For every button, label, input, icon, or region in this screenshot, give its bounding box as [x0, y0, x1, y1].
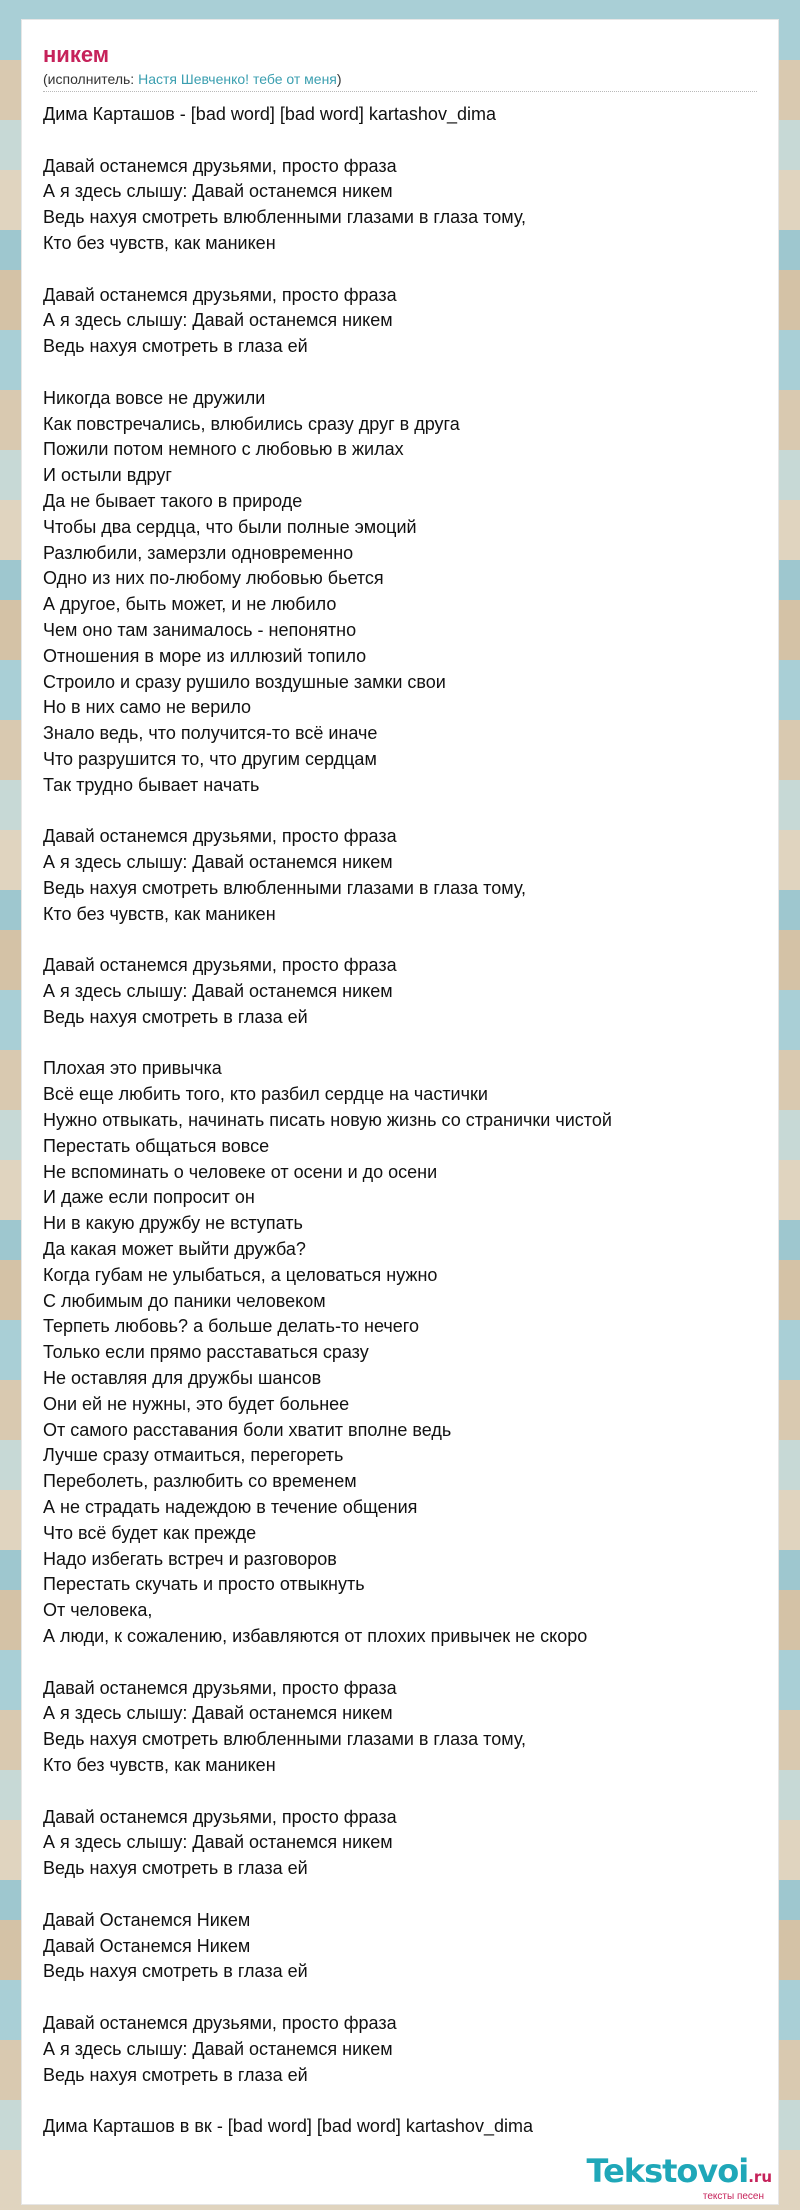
lyric-line: Давай останемся друзьями, просто фраза [43, 1677, 397, 1698]
lyric-line [43, 1779, 758, 1805]
lyric-line: Давай останемся друзьями, просто фраза [43, 1806, 397, 1827]
lyric-line: А я здесь слышу: Давай останемся никем [43, 2038, 393, 2059]
lyric-line: А я здесь слышу: Давай останемся никем [43, 1703, 393, 1724]
song-title: никем [43, 42, 110, 67]
lyric-line: Лучше сразу отмаиться, перегореть [43, 1445, 344, 1466]
lyric-line: Всё еще любить того, кто разбил сердце на частички [43, 1084, 488, 1105]
lyric-line: Что разрушится то, что другим сердцам [43, 748, 377, 769]
divider [43, 91, 757, 92]
lyric-line [43, 1882, 758, 1908]
lyric-line: Ведь нахуя смотреть в глаза ей [43, 336, 308, 357]
lyric-line: Одно из них по-любому любовью бьется [43, 568, 384, 589]
lyric-line [43, 928, 758, 954]
lyric-line: Ведь нахуя смотреть влюбленными глазами в глаза тому, [43, 877, 527, 898]
lyric-line: Да какая может выйти дружба? [43, 1239, 306, 1260]
lyric-line: А я здесь слышу: Давай останемся никем [43, 852, 393, 873]
lyrics-text [43, 102, 758, 2140]
lyric-line [43, 257, 758, 283]
lyric-line: Дима Карташов в вк - [bad word] [bad word] kartashov_dima [43, 2116, 533, 2137]
lyric-line: Нужно отвыкать, начинать писать новую жизнь со странички чистой [43, 1110, 612, 1131]
performer-prefix: (исполнитель: [43, 71, 139, 87]
lyric-line: Давай останемся друзьями, просто фраза [43, 826, 397, 847]
lyric-line: Что всё будет как прежде [43, 1522, 257, 1543]
lyric-line: Плохая это привычка [43, 1058, 222, 1079]
lyric-line: Знало ведь, что получится-то всё иначе [43, 723, 378, 744]
lyric-line: Давай останемся друзьями, просто фраза [43, 284, 397, 305]
lyric-line: Ведь нахуя смотреть в глаза ей [43, 2064, 308, 2085]
lyric-line: Не вспоминать о человеке от осени и до осени [43, 1161, 438, 1182]
lyric-line: Строило и сразу рушило воздушные замки свои [43, 671, 446, 692]
lyric-line: Давай останемся друзьями, просто фраза [43, 2012, 397, 2033]
lyric-line: А другое, быть может, и не любило [43, 594, 337, 615]
lyric-line: Когда губам не улыбаться, а целоваться нужно [43, 1264, 438, 1285]
lyric-line: От человека, [43, 1600, 153, 1621]
lyric-line: Кто без чувств, как маникен [43, 903, 276, 924]
lyric-line [43, 360, 758, 386]
logo-tld: .ru [748, 2168, 772, 2186]
lyric-line: Давай останемся друзьями, просто фраза [43, 955, 397, 976]
lyric-line: Ведь нахуя смотреть в глаза ей [43, 1006, 308, 1027]
lyric-line: Переболеть, разлюбить со временем [43, 1471, 357, 1492]
lyric-line: Чтобы два сердца, что были полные эмоций [43, 516, 417, 537]
lyric-line: Не оставляя для дружбы шансов [43, 1368, 322, 1389]
lyric-line: Отношения в море из иллюзий топило [43, 645, 367, 666]
lyric-line: И остыли вдруг [43, 465, 172, 486]
lyric-line: А я здесь слышу: Давай останемся никем [43, 181, 393, 202]
lyric-line: Перестать общаться вовсе [43, 1135, 270, 1156]
lyric-line [43, 799, 758, 825]
lyric-line: Перестать скучать и просто отвыкнуть [43, 1574, 365, 1595]
lyric-line: И даже если попросит он [43, 1187, 255, 1208]
lyric-line [43, 128, 758, 154]
lyric-line [43, 1985, 758, 2011]
lyric-line: Ведь нахуя смотреть влюбленными глазами в глаза тому, [43, 207, 527, 228]
lyric-line: А я здесь слышу: Давай останемся никем [43, 1832, 393, 1853]
lyric-line: Ведь нахуя смотреть в глаза ей [43, 1961, 308, 1982]
lyric-line [43, 1650, 758, 1676]
lyric-line: Давай Останемся Никем [43, 1935, 251, 1956]
lyric-line: А не страдать надеждою в течение общения [43, 1497, 418, 1518]
lyrics-page [22, 20, 778, 2204]
lyric-line: С любимым до паники человеком [43, 1290, 326, 1311]
lyric-line: Терпеть любовь? а больше делать-то нечего [43, 1316, 419, 1337]
lyric-line: А я здесь слышу: Давай останемся никем [43, 981, 393, 1002]
lyric-line: Кто без чувств, как маникен [43, 232, 276, 253]
logo-tagline: тексты песен [702, 2191, 764, 2202]
logo-brand: Tekstovoi [586, 2152, 749, 2190]
lyric-line: Но в них само не верило [43, 697, 252, 718]
lyric-line: Дима Карташов - [bad word] [bad word] kartashov_dima [43, 104, 496, 124]
lyric-line: Ни в какую дружбу не вступать [43, 1213, 303, 1234]
lyric-line: А люди, к сожалению, избавляются от плохих привычек не скоро [43, 1626, 588, 1647]
lyric-line: Да не бывает такого в природе [43, 490, 303, 511]
lyric-line: Они ей не нужны, это будет больнее [43, 1393, 350, 1414]
lyric-line: Ведь нахуя смотреть в глаза ей [43, 1858, 308, 1879]
site-logo[interactable] [586, 2152, 772, 2192]
lyric-line: Пожили потом немного с любовью в жилах [43, 439, 404, 460]
lyric-line [43, 1031, 758, 1057]
lyric-line: Чем оно там занималось - непонятно [43, 619, 357, 640]
lyric-line: Давай останемся друзьями, просто фраза [43, 155, 397, 176]
performer-suffix: ) [336, 71, 342, 87]
lyric-line: От самого расставания боли хватит вполне ведь [43, 1419, 452, 1440]
lyric-line: Кто без чувств, как маникен [43, 1755, 276, 1775]
lyric-line: Давай Останемся Никем [43, 1909, 251, 1930]
lyric-line: Как повстречались, влюбились сразу друг в друга [43, 413, 460, 434]
performer-link[interactable]: Настя Шевченко! тебе от меня [138, 71, 337, 87]
lyric-line: Только если прямо расставаться сразу [43, 1342, 369, 1363]
lyric-line [43, 2088, 758, 2114]
lyric-line: Ведь нахуя смотреть влюбленными глазами в глаза тому, [43, 1729, 527, 1750]
lyric-line: Так трудно бывает начать [43, 774, 260, 795]
lyric-line: Разлюбили, замерзли одновременно [43, 542, 354, 563]
performer-line [43, 70, 758, 88]
lyric-line: А я здесь слышу: Давай останемся никем [43, 310, 393, 331]
lyric-line: Никогда вовсе не дружили [43, 387, 266, 408]
lyric-line: Надо избегать встреч и разговоров [43, 1548, 337, 1569]
